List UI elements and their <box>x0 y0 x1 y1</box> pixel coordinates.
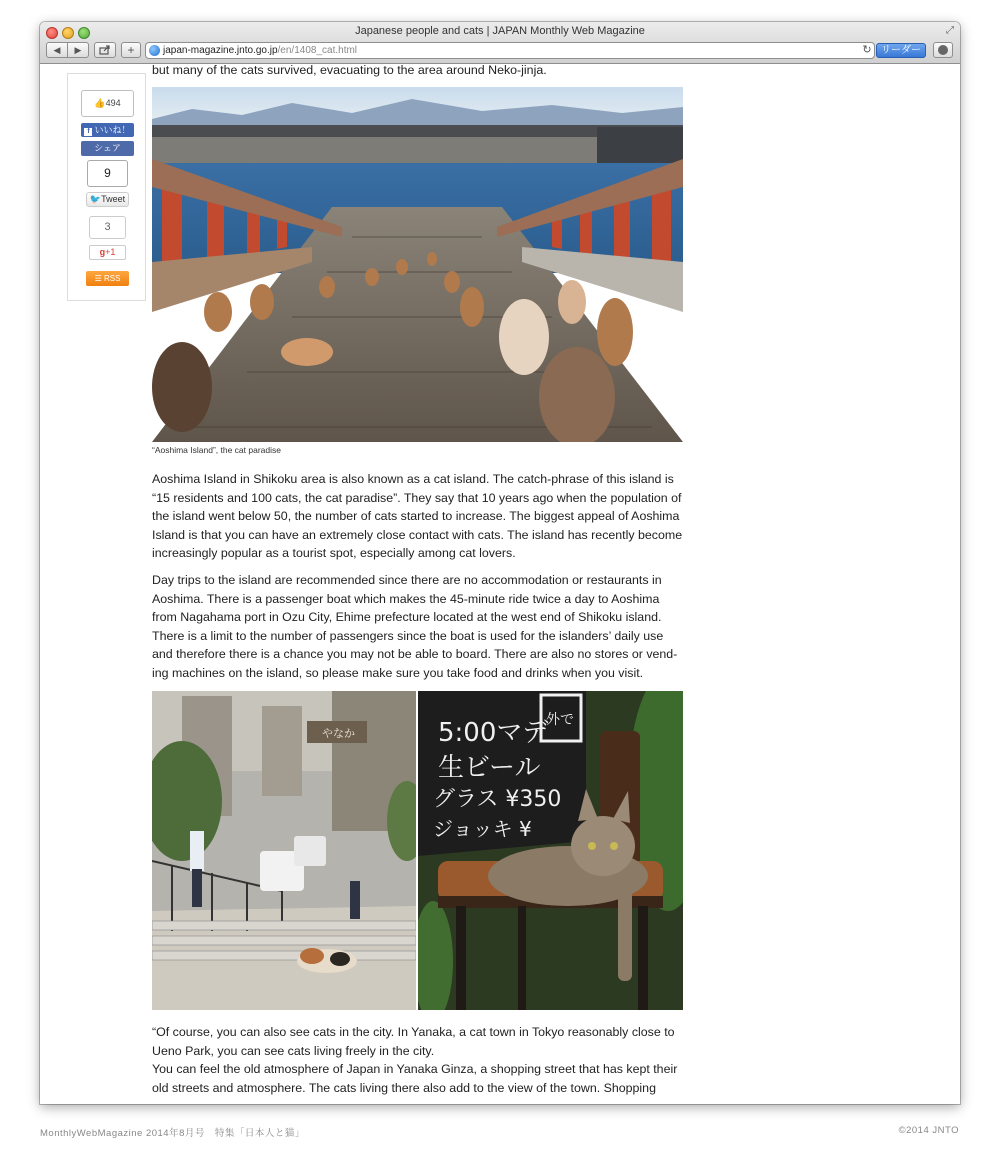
add-bookmark-button[interactable] <box>121 42 141 58</box>
article-paragraph-2 <box>152 571 684 683</box>
text-line: “Of course, you can also see cats in the city. In Yanaka, a cat town in Tokyo reasonably close to <box>152 1025 675 1039</box>
copyright-label: ©2014 JNTO <box>898 1125 959 1136</box>
thumbs-up-icon: 👍 <box>94 98 106 108</box>
yanaka-street-photo <box>152 691 416 1010</box>
sign-line-2: 生ビール <box>438 753 541 783</box>
article-text-top: but many of the cats survived, evacuating to the area around Neko-jinja. <box>152 65 547 77</box>
social-share-sidebar <box>67 73 146 301</box>
site-globe-icon <box>149 45 160 56</box>
window-title: Japanese people and cats | JAPAN Monthly Web Magazine <box>355 25 645 37</box>
tweet-label: Tweet <box>101 194 126 204</box>
gplus-label: +1 <box>105 247 116 257</box>
sign-badge-text: 外で <box>546 712 574 728</box>
text-line: You can feel the old atmosphere of Japan in Yanaka Ginza, a shopping street that has kept their <box>152 1062 678 1077</box>
facebook-share-button[interactable]: シェア <box>81 141 134 156</box>
back-arrow-icon: ◀ <box>53 44 61 55</box>
facebook-icon: f <box>84 128 92 136</box>
twitter-bird-icon: 🐦 <box>89 194 102 204</box>
rss-label: RSS <box>103 274 121 283</box>
text-line: old streets and atmosphere. The cats living there also add to the view of the town. Shopping <box>152 1080 656 1095</box>
text-line: ing machines on the island, so please make sure you take food and drinks when you visit. <box>152 665 644 680</box>
browser-toolbar <box>40 22 960 64</box>
rss-button[interactable] <box>86 271 129 286</box>
forward-arrow-icon: ▶ <box>74 44 82 55</box>
text-line: from Nagahama port in Ozu City, Ehime prefecture located at the west end of Shikoku island. <box>152 610 662 625</box>
gplus-icon: g <box>99 247 106 257</box>
text-line: the island went below 50, the number of cats started to increase. The biggest appeal of Aoshima <box>152 509 680 524</box>
text-line: Aoshima Island in Shikoku area is also known as a cat island. The catch-phrase of this island is <box>152 472 674 486</box>
text-line: Island is that you can have an extremely close contact with cats. The island has recently become <box>152 527 683 542</box>
page-content <box>40 65 960 1104</box>
address-bar[interactable] <box>145 42 875 59</box>
tweet-count: 9 <box>87 160 128 187</box>
facebook-like-button[interactable] <box>81 123 134 137</box>
shop-sign-text: やなか <box>322 727 355 740</box>
text-line: Ueno Park, you can see cats living freely in the city. <box>152 1043 435 1058</box>
reader-button[interactable]: リーダー <box>876 43 926 58</box>
reload-icon[interactable]: ↻ <box>862 44 872 56</box>
text-line: Aoshima. There is a passenger boat which makes the 45-minute ride twice a day to Aoshima <box>152 591 660 606</box>
url-domain: japan-magazine.jnto.go.jp <box>163 45 278 56</box>
photo-caption: “Aoshima Island”, the cat paradise <box>152 445 281 455</box>
downloads-button[interactable] <box>933 42 953 58</box>
text-line: and therefore there is a chance you may not be able to board. There are also no stores or vend- <box>152 647 678 662</box>
share-icon <box>99 45 111 55</box>
like-count: 494 <box>105 98 121 108</box>
like-count-box <box>81 90 134 117</box>
rss-icon: ☰ <box>94 274 102 283</box>
back-button[interactable] <box>46 42 68 58</box>
plus-icon: + <box>127 43 135 57</box>
sign-line-4: ジョッキ ¥ <box>433 817 532 841</box>
article-paragraph-3 <box>152 1023 684 1097</box>
cat-on-chair-photo <box>418 691 683 1010</box>
text-line: Day trips to the island are recommended since there are no accommodation or restaurants in <box>152 573 662 587</box>
sign-line-1: 5:00マデ <box>438 718 549 748</box>
text-line: “15 residents and 100 cats, the cat paradise”. They say that 10 years ago when the population of <box>152 490 682 505</box>
forward-button[interactable] <box>67 42 89 58</box>
text-line: There is a limit to the number of passengers since the boat is used for the islanders’ daily use <box>152 628 664 643</box>
text-line: increasingly popular as a tourist spot, especially among cat lovers. <box>152 546 516 561</box>
gplus-count: 3 <box>89 216 126 239</box>
tweet-button[interactable] <box>86 192 129 207</box>
aoshima-pier-photo <box>152 87 683 442</box>
share-button[interactable] <box>94 42 116 58</box>
facebook-like-label: いいね！ <box>94 125 131 135</box>
fullscreen-icon[interactable]: ⤢ <box>946 25 954 36</box>
magazine-issue-label: MonthlyWebMagazine 2014年8月号 特集「日本人と猫」 <box>40 1128 305 1139</box>
sign-line-3: グラス ¥350 <box>433 787 562 812</box>
url-path: /en/1408_cat.html <box>277 45 358 56</box>
gplus-button[interactable] <box>89 245 126 260</box>
article-paragraph-1 <box>152 470 684 563</box>
browser-window <box>40 22 960 1104</box>
